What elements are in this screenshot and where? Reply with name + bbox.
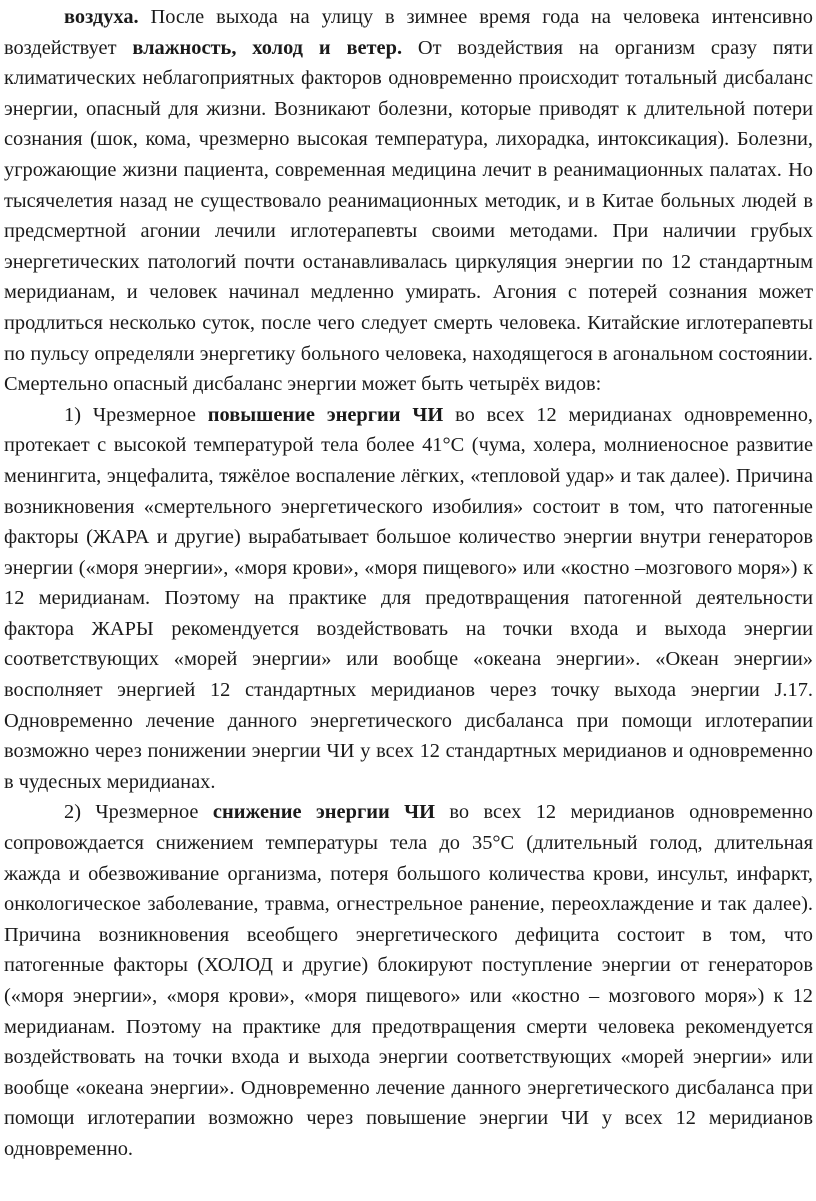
paragraph-item-1 — [4, 400, 813, 798]
paragraph-intro — [4, 2, 813, 400]
text-run: 1) Чрезмерное — [64, 403, 208, 426]
bold-run: снижение энергии ЧИ — [212, 801, 435, 824]
bold-run: влажность, холод и ветер. — [132, 36, 403, 59]
text-run: во всех 12 меридианах одновременно, протекает с высокой температурой тела более 41°С (чума, холера, молниеносное развитие менингита, энцефалита, тяжёлое воспаление лёгких, «тепловой удар» и так далее). Причина возникновения «смертельного энергетического изобилия» состоит в том, что патогенные факторы (ЖАРА и другие) вырабатывает большое количество энергии внутри генераторов энергии («моря энергии», «моря крови», «моря пищевого» или «костно –мозгового моря») к 12 меридианам. Поэтому на практике для предотвращения патогенной деятельности фактора ЖАРЫ рекомендуется воздействовать на точки входа и выхода энергии соответствующих «морей энергии» или вообще «океана энергии». «Океан энергии» восполняет энергией 12 стандартных меридианов через точку выхода энергии J.17. Одновременно лечение данного энергетического дисбаланса при помощи иглотерапии возможно через понижении энергии ЧИ у всех 12 стандартных меридианов и одновременно в чудесных меридианах. — [4, 403, 813, 793]
bold-run: воздуха. — [64, 6, 139, 28]
text-run: 2) Чрезмерное — [64, 801, 213, 824]
text-run: После выхода на улицу в зимнее время года на человека интенсивно воздействует — [4, 6, 813, 59]
paragraph-item-2 — [4, 797, 813, 1164]
text-run: От воздействия на организм сразу пяти климатических неблагоприятных факторов одновременно происходит тотальный дисбаланс энергии, опасный для жизни. Возникают болезни, которые приводят к длительной потери сознания (шок, кома, чрезмерно высокая температура, лихорадка, интоксикация). Болезни, угрожающие жизни пациента, современная медицина лечит в реанимационных палатах. Но тысячелетия назад не существовало реанимационных методик, и в Китае больных людей в предсмертной агонии лечили иглотерапевты своими методами. При наличии грубых энергетических патологий почти останавливалась циркуляция энергии по 12 стандартным меридианам, и человек начинал медленно умирать. Агония с потерей сознания может продлиться несколько суток, после чего следует смерть человека. Китайские иглотерапевты по пульсу определяли энергетику больного человека, находящегося в агональном состоянии. Смертельно опасный дисбаланс энергии может быть четырёх видов: — [4, 36, 813, 396]
text-run: во всех 12 меридианов одновременно сопровождается снижением температуры тела до 35°С (длительный голод, длительная жажда и обезвоживание организма, потеря большого количества крови, инсульт, инфаркт, онкологическое заболевание, травма, огнестрельное ранение, переохлаждение и так далее). Причина возникновения всеобщего энергетического дефицита состоит в том, что патогенные факторы (ХОЛОД и другие) блокируют поступление энергии от генераторов («моря энергии», «моря крови», «моря пищевого» или «костно – мозгового моря») к 12 меридианам. Поэтому на практике для предотвращения смерти человека рекомендуется воздействовать на точки входа и выхода энергии соответствующих «морей энергии» или вообще «океана энергии». Одновременно лечение данного энергетического дисбаланса при помощи иглотерапии возможно через повышение энергии ЧИ у всех 12 меридианов одновременно. — [4, 801, 814, 1160]
bold-run: повышение энергии ЧИ — [207, 403, 444, 426]
